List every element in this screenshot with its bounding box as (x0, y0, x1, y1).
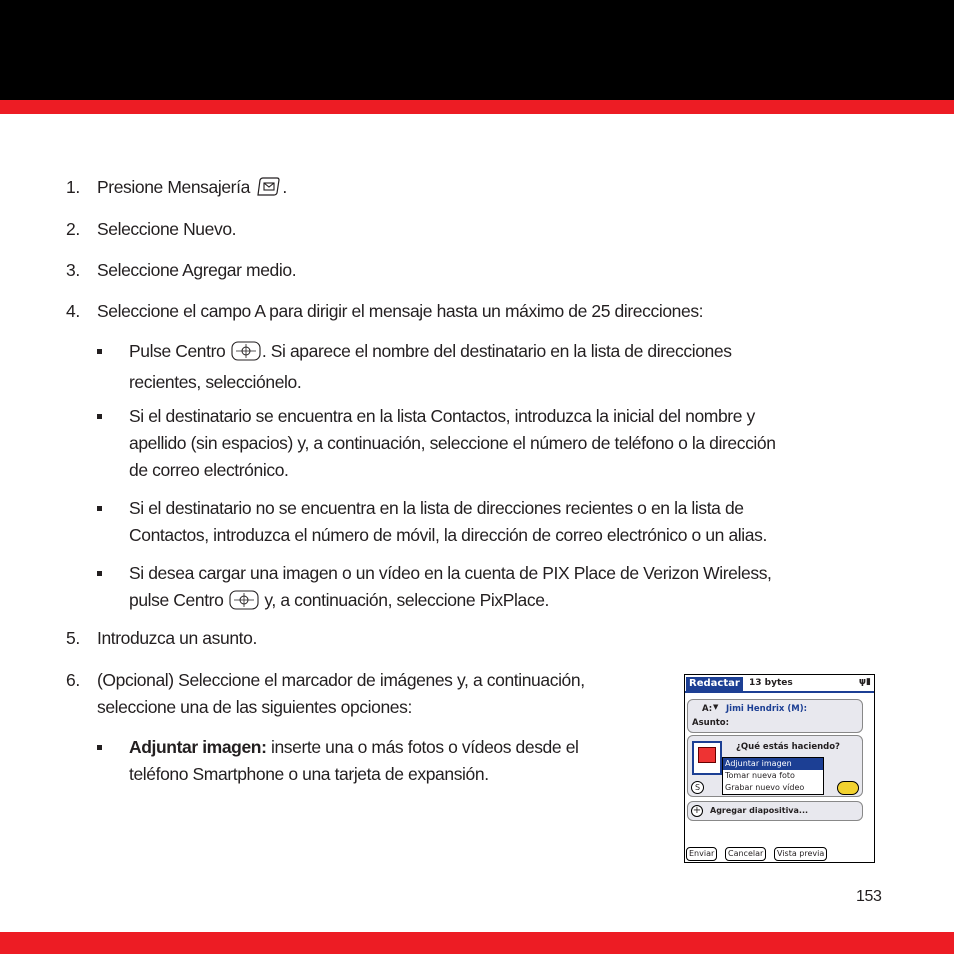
center-key-icon (231, 341, 261, 369)
step-1: 1. Presione Mensajería . (66, 174, 287, 204)
sound-icon[interactable]: S (691, 781, 704, 794)
add-slide-icon: + (692, 805, 702, 816)
attach-menu (722, 757, 824, 795)
add-slide-panel[interactable] (687, 801, 863, 821)
bullet-marker (97, 506, 102, 511)
phone-screenshot (684, 674, 875, 863)
screenshot-bytes: 13 bytes (749, 678, 793, 688)
address-panel (687, 699, 863, 733)
preview-button[interactable]: Vista previa (774, 847, 827, 861)
step-2: 2. Seleccione Nuevo. (66, 219, 237, 239)
step-5: 5. Introduzca un asunto. (66, 628, 257, 648)
menu-item-tomar-foto[interactable]: Tomar nueva foto (725, 771, 795, 780)
header-black-band (0, 0, 954, 100)
header-red-stripe (0, 100, 954, 114)
dropdown-arrow-icon: ▼ (713, 703, 719, 711)
send-button[interactable]: Enviar (686, 847, 717, 861)
menu-item-grabar-video[interactable]: Grabar nuevo vídeo (725, 783, 805, 792)
step-6: 6. (Opcional) Seleccione el marcador de imágenes y, a continuación, seleccione una de las siguientes opciones: (66, 670, 585, 717)
messaging-key-icon (255, 177, 281, 204)
bullet-marker (97, 414, 102, 419)
picture-marker-icon[interactable] (692, 741, 722, 775)
to-label: A: (702, 704, 713, 714)
footer-red-stripe (0, 932, 954, 954)
step-3: 3. Seleccione Agregar medio. (66, 260, 297, 280)
step-4: 4. Seleccione el campo A para dirigir el mensaje hasta un máximo de 25 direcciones: (66, 301, 704, 321)
bullet-marker (97, 349, 102, 354)
signal-icon: ψ▮ (858, 677, 871, 687)
subject-label: Asunto: (692, 718, 730, 728)
bullet-marker (97, 745, 102, 750)
message-placeholder: ¿Qué estás haciendo? (736, 742, 840, 752)
add-slide-label: Agregar diapositiva... (710, 806, 809, 815)
title-underline (685, 691, 874, 693)
emoticon-icon[interactable] (837, 781, 859, 795)
screenshot-title: Redactar (686, 677, 743, 691)
to-value: Jimi Hendrix (M): (726, 704, 807, 714)
menu-item-adjuntar-imagen[interactable]: Adjuntar imagen (723, 758, 823, 770)
page-number: 153 (856, 888, 882, 905)
cancel-button[interactable]: Cancelar (725, 847, 766, 861)
bullet-marker (97, 571, 102, 576)
center-key-icon (229, 590, 259, 618)
